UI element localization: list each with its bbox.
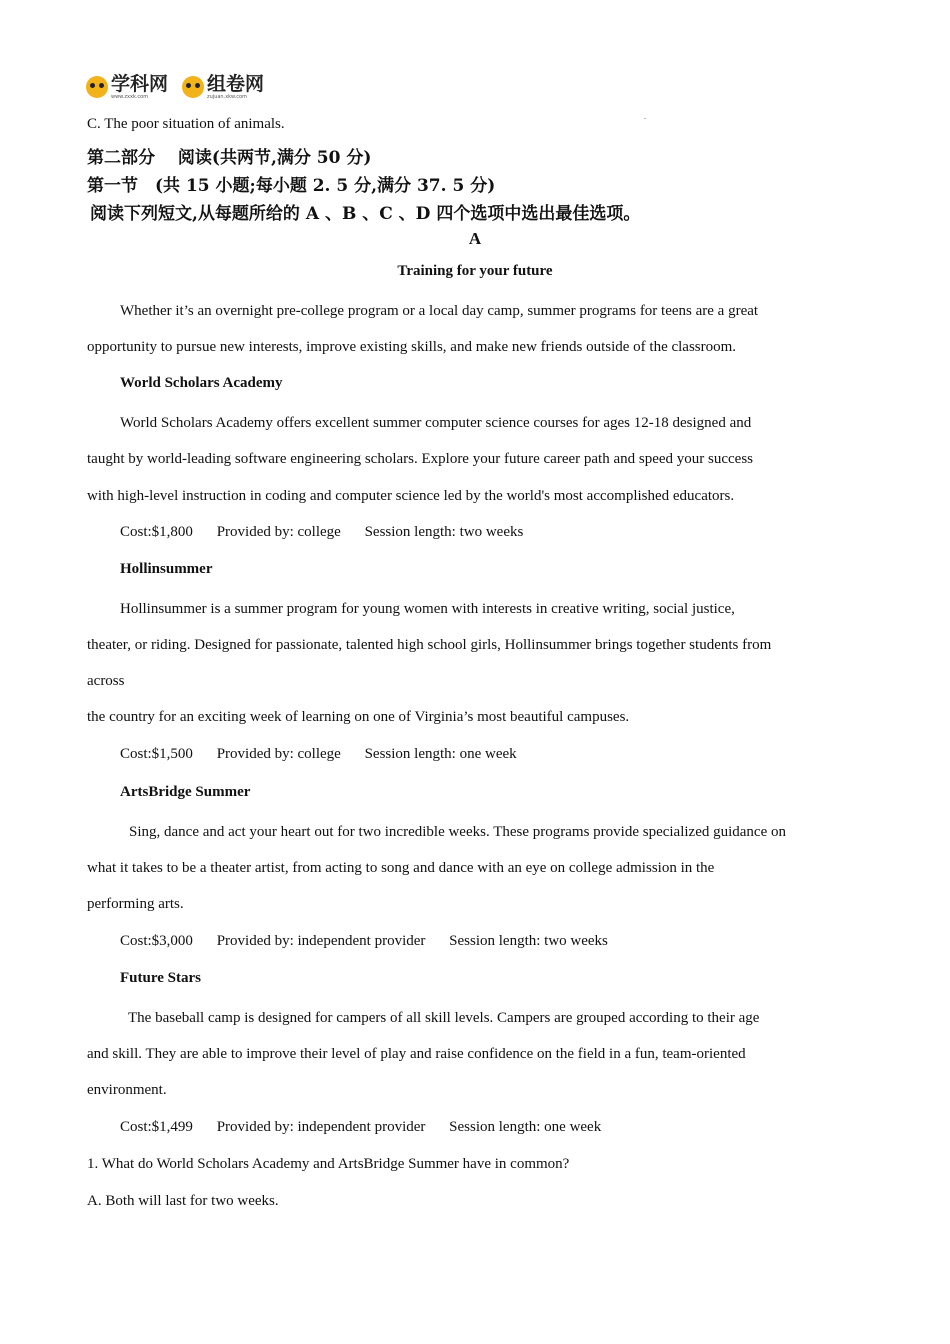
program-name: ArtsBridge Summer <box>120 784 251 800</box>
question-stem: 1. What do World Scholars Academy and ArtsBridge Summer have in common? <box>87 1156 570 1172</box>
program-description-line: theater, or riding. Designed for passionate, talented high school girls, Hollinsummer brings together students from <box>87 637 772 653</box>
program-description-line: performing arts. <box>87 896 184 912</box>
program-provider: Provided by: college <box>216 524 341 540</box>
program-description-line: Sing, dance and act your heart out for two incredible weeks. These programs provide specialized guidance on <box>129 824 786 840</box>
program-cost: Cost:$3,000 <box>120 933 193 949</box>
program-description-line: World Scholars Academy offers excellent summer computer science courses for ages 12-18 designed and <box>120 415 752 431</box>
zujuanwang-logo-text: 组卷网 <box>207 72 265 95</box>
part-heading: 第二部分 阅读(共两节,满分 50 分) <box>87 148 372 168</box>
program-meta <box>120 1119 601 1136</box>
passage-title: Training for your future <box>397 263 553 279</box>
xuekewang-logo-url: www.zxxk.com <box>111 93 149 100</box>
program-meta <box>120 933 608 950</box>
program-length: Session length: two weeks <box>449 933 608 949</box>
program-length: Session length: two weeks <box>364 524 524 540</box>
program-description-line: and skill. They are able to improve their level of play and raise confidence on the field in a fun, team-oriented <box>87 1046 746 1062</box>
question-option-a: A. Both will last for two weeks. <box>87 1193 279 1209</box>
program-description-line: across <box>87 673 125 689</box>
instructions: 阅读下列短文,从每题所给的 A 、B 、C 、D 四个选项中选出最佳选项。 <box>90 204 641 224</box>
program-name: Hollinsummer <box>120 561 213 577</box>
program-provider: Provided by: independent provider <box>216 933 426 949</box>
program-provider: Provided by: college <box>216 746 341 762</box>
xuekewang-logo-text: 学科网 <box>111 72 169 95</box>
previous-option-c: C. The poor situation of animals. <box>87 116 285 132</box>
program-name: Future Stars <box>120 970 201 986</box>
zujuanwang-logo <box>182 72 265 100</box>
program-cost: Cost:$1,500 <box>120 746 193 762</box>
intro-line: opportunity to pursue new interests, improve existing skills, and make new friends outside of the classroom. <box>87 339 737 355</box>
program-meta <box>120 524 523 541</box>
program-description-line: The baseball camp is designed for campers of all skill levels. Campers are grouped according to their age <box>128 1010 760 1026</box>
program-name: World Scholars Academy <box>120 375 283 391</box>
intro-line: Whether it’s an overnight pre-college program or a local day camp, summer programs for teens are a great <box>120 303 759 319</box>
scan-dot <box>644 118 646 119</box>
program-cost: Cost:$1,499 <box>120 1119 193 1135</box>
program-description-line: what it takes to be a theater artist, from acting to song and dance with an eye on college admission in the <box>87 860 715 876</box>
program-description-line: environment. <box>87 1082 167 1098</box>
program-description-line: taught by world-leading software engineering scholars. Explore your future career path and speed your success <box>87 451 754 467</box>
program-provider: Provided by: independent provider <box>216 1119 426 1135</box>
owl-mascot-icon <box>86 76 108 98</box>
program-description-line: with high-level instruction in coding and computer science led by the world's most accomplished educators. <box>87 488 735 504</box>
program-length: Session length: one week <box>364 746 517 762</box>
passage-letter: A <box>468 229 482 248</box>
section-heading: 第一节 (共 15 小题;每小题 2. 5 分,满分 37. 5 分) <box>87 176 496 196</box>
header-logos <box>86 70 264 104</box>
program-cost: Cost:$1,800 <box>120 524 193 540</box>
program-length: Session length: one week <box>449 1119 602 1135</box>
program-description-line: the country for an exciting week of learning on one of Virginia’s most beautiful campuses. <box>87 709 630 725</box>
zujuanwang-logo-url: zujuan.xkw.com <box>207 93 247 100</box>
owl-mascot-icon <box>182 76 204 98</box>
xuekewang-logo <box>86 72 169 100</box>
program-meta <box>120 746 517 763</box>
program-description-line: Hollinsummer is a summer program for young women with interests in creative writing, social justice, <box>120 601 735 617</box>
